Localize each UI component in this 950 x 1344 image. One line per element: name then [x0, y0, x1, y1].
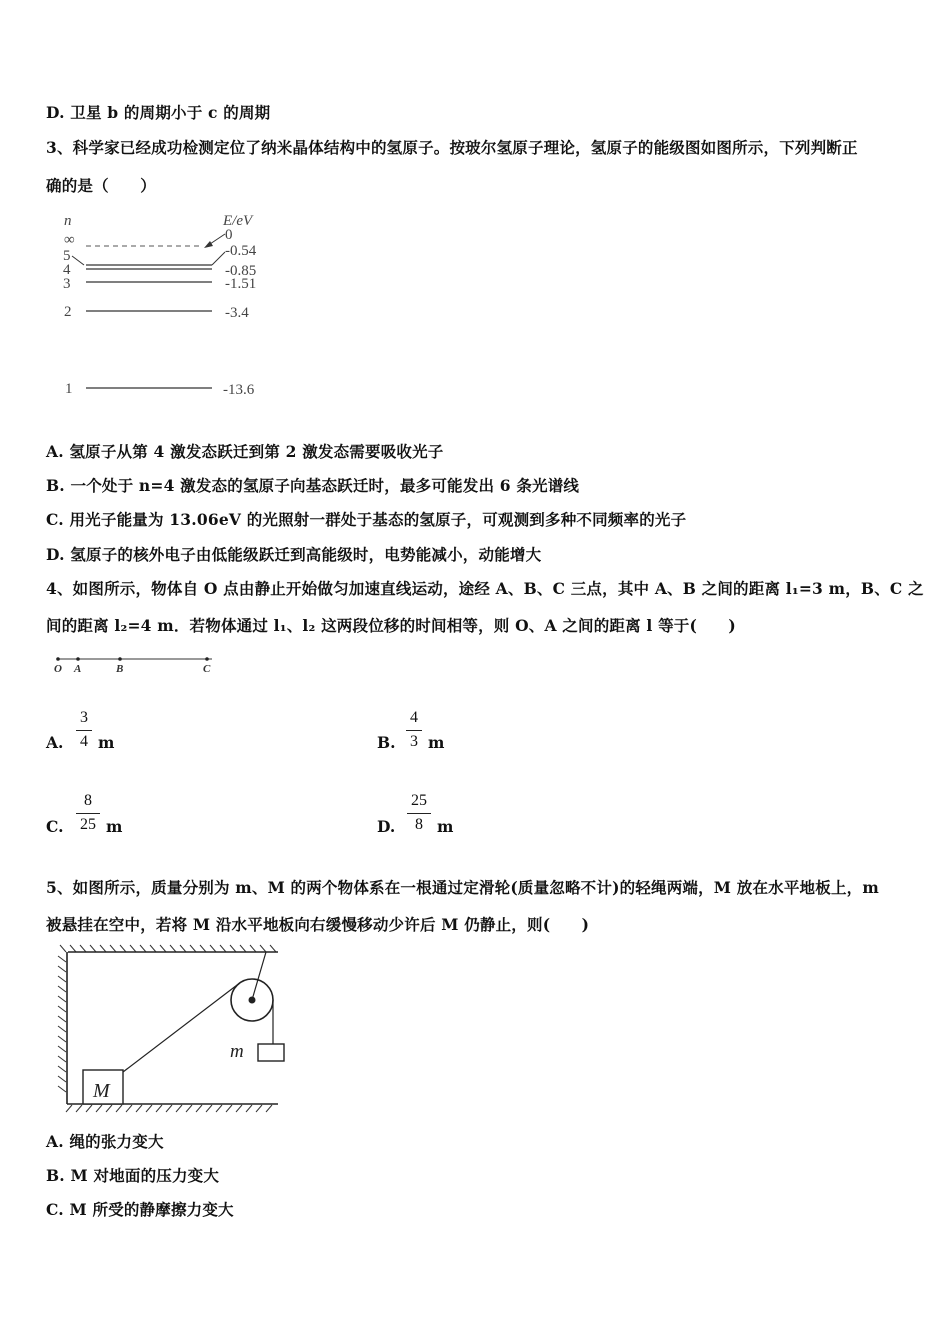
point-b [118, 657, 122, 661]
option-text: 绳的张力变大 [69, 1132, 164, 1151]
option-text: 氢原子的核外电子由低能级跃迁到高能级时，电势能减小，动能增大 [70, 545, 542, 564]
option-text: 一个处于 n=4 激发态的氢原子向基态跃迁时，最多可能发出 6 条光谱线 [70, 476, 580, 495]
option-text: 氢原子从第 4 激发态跃迁到第 2 激发态需要吸收光子 [69, 442, 444, 461]
unit: m [106, 817, 123, 836]
level-n-1: 1 [65, 381, 73, 397]
q4-stem-line1: 4、如图所示，物体自 O 点由静止开始做匀加速直线运动，途经 A、B、C 三点，其中 A、B 之间的距离 l₁=3 m，B、C 之 [46, 579, 924, 598]
level-e-4: -0.85 [225, 263, 257, 279]
fraction [407, 792, 431, 834]
option-text: M 对地面的压力变大 [70, 1166, 220, 1185]
arrow-head [204, 241, 213, 248]
level-n-4: 4 [63, 262, 71, 278]
label-b: B [116, 663, 124, 675]
option-letter: D. [46, 545, 65, 564]
level-e-2: -3.4 [225, 305, 249, 321]
fraction-bar [407, 813, 431, 814]
option-letter: A. [46, 442, 64, 461]
pulley-support [252, 952, 266, 1000]
unit: m [437, 817, 454, 836]
q3-stem-line2: 确的是（ ） [46, 176, 156, 195]
fraction-bar [76, 813, 100, 814]
pointer-arrow [72, 256, 84, 265]
level-n-inf: ∞ [64, 232, 75, 248]
point-o [56, 657, 60, 661]
small-mass-label: m [230, 1041, 244, 1062]
option-text: M 所受的静摩擦力变大 [69, 1200, 234, 1219]
option-text: 卫星 b 的周期小于 c 的周期 [70, 103, 271, 122]
label-o: O [54, 663, 62, 675]
level-n-2: 2 [64, 304, 72, 320]
fraction [406, 709, 422, 751]
q5-option-c [46, 1198, 234, 1220]
unit: m [428, 733, 445, 752]
e-axis-label: E/eV [223, 213, 253, 229]
block-small-mass [258, 1044, 284, 1061]
level-n-3: 3 [63, 276, 71, 292]
option-letter: C. [46, 1200, 64, 1219]
option-letter: B. [46, 1166, 65, 1185]
numerator: 8 [84, 792, 92, 809]
energy-level-diagram [50, 206, 290, 406]
ceiling-hatching [60, 945, 276, 952]
pulley-diagram [50, 942, 300, 1122]
option-letter: A. [46, 733, 64, 752]
q4-stem-line2: 间的距离 l₂=4 m．若物体通过 l₁、l₂ 这两段位移的时间相等，则 O、A 之间的距离 l 等于( ) [46, 616, 736, 635]
q5-option-a [46, 1130, 164, 1152]
pointer-arrow [212, 252, 225, 265]
level-e-1: -13.6 [223, 382, 255, 398]
q3-option-d [46, 543, 541, 565]
level-e-inf: 0 [225, 227, 233, 243]
q5-stem-line2: 被悬挂在空中，若将 M 沿水平地板向右缓慢移动少许后 M 仍静止，则( ) [46, 915, 590, 934]
q3-option-b [46, 474, 579, 496]
denominator: 3 [410, 733, 418, 750]
rope-to-big-mass [123, 982, 241, 1072]
q2-option-d [46, 101, 270, 123]
option-letter: C. [46, 510, 64, 529]
fraction [76, 709, 92, 751]
wall-hatching [58, 956, 66, 1092]
option-letter: B. [46, 476, 65, 495]
option-letter: D. [46, 103, 65, 122]
option-letter: B. [377, 733, 396, 752]
point-c [205, 657, 209, 661]
line-points-diagram [50, 652, 230, 678]
unit: m [98, 733, 115, 752]
fraction-bar [406, 730, 422, 731]
level-n-5: 5 [63, 248, 71, 264]
denominator: 25 [80, 816, 96, 833]
label-a: A [74, 663, 82, 675]
level-e-3: -1.51 [225, 276, 257, 292]
option-letter: D. [377, 817, 396, 836]
numerator: 25 [411, 792, 427, 809]
q3-option-a [46, 440, 444, 462]
numerator: 4 [410, 709, 418, 726]
fraction-bar [76, 730, 92, 731]
q5-option-b [46, 1164, 219, 1186]
point-a [76, 657, 80, 661]
q5-stem-line1: 5、如图所示，质量分别为 m、M 的两个物体系在一根通过定滑轮(质量忽略不计)的轻绳两端，M 放在水平地板上，m [46, 878, 879, 897]
fraction [76, 792, 100, 834]
floor-hatching [66, 1105, 272, 1112]
option-letter: A. [46, 1132, 64, 1151]
n-axis-label: n [64, 213, 72, 229]
numerator: 3 [80, 709, 88, 726]
option-letter: C. [46, 817, 64, 836]
option-text: 用光子能量为 13.06eV 的光照射一群处于基态的氢原子，可观测到多种不同频率的光子 [69, 510, 687, 529]
level-e-5: -0.54 [225, 243, 257, 259]
label-c: C [203, 663, 211, 675]
q3-stem-line1: 3、科学家已经成功检测定位了纳米晶体结构中的氢原子。按玻尔氢原子理论，氢原子的能级图如图所示，下列判断正 [46, 138, 858, 157]
denominator: 8 [415, 816, 423, 833]
denominator: 4 [80, 733, 88, 750]
big-mass-label: M [93, 1080, 110, 1102]
pulley-axle [249, 997, 256, 1004]
q3-option-c [46, 508, 686, 530]
